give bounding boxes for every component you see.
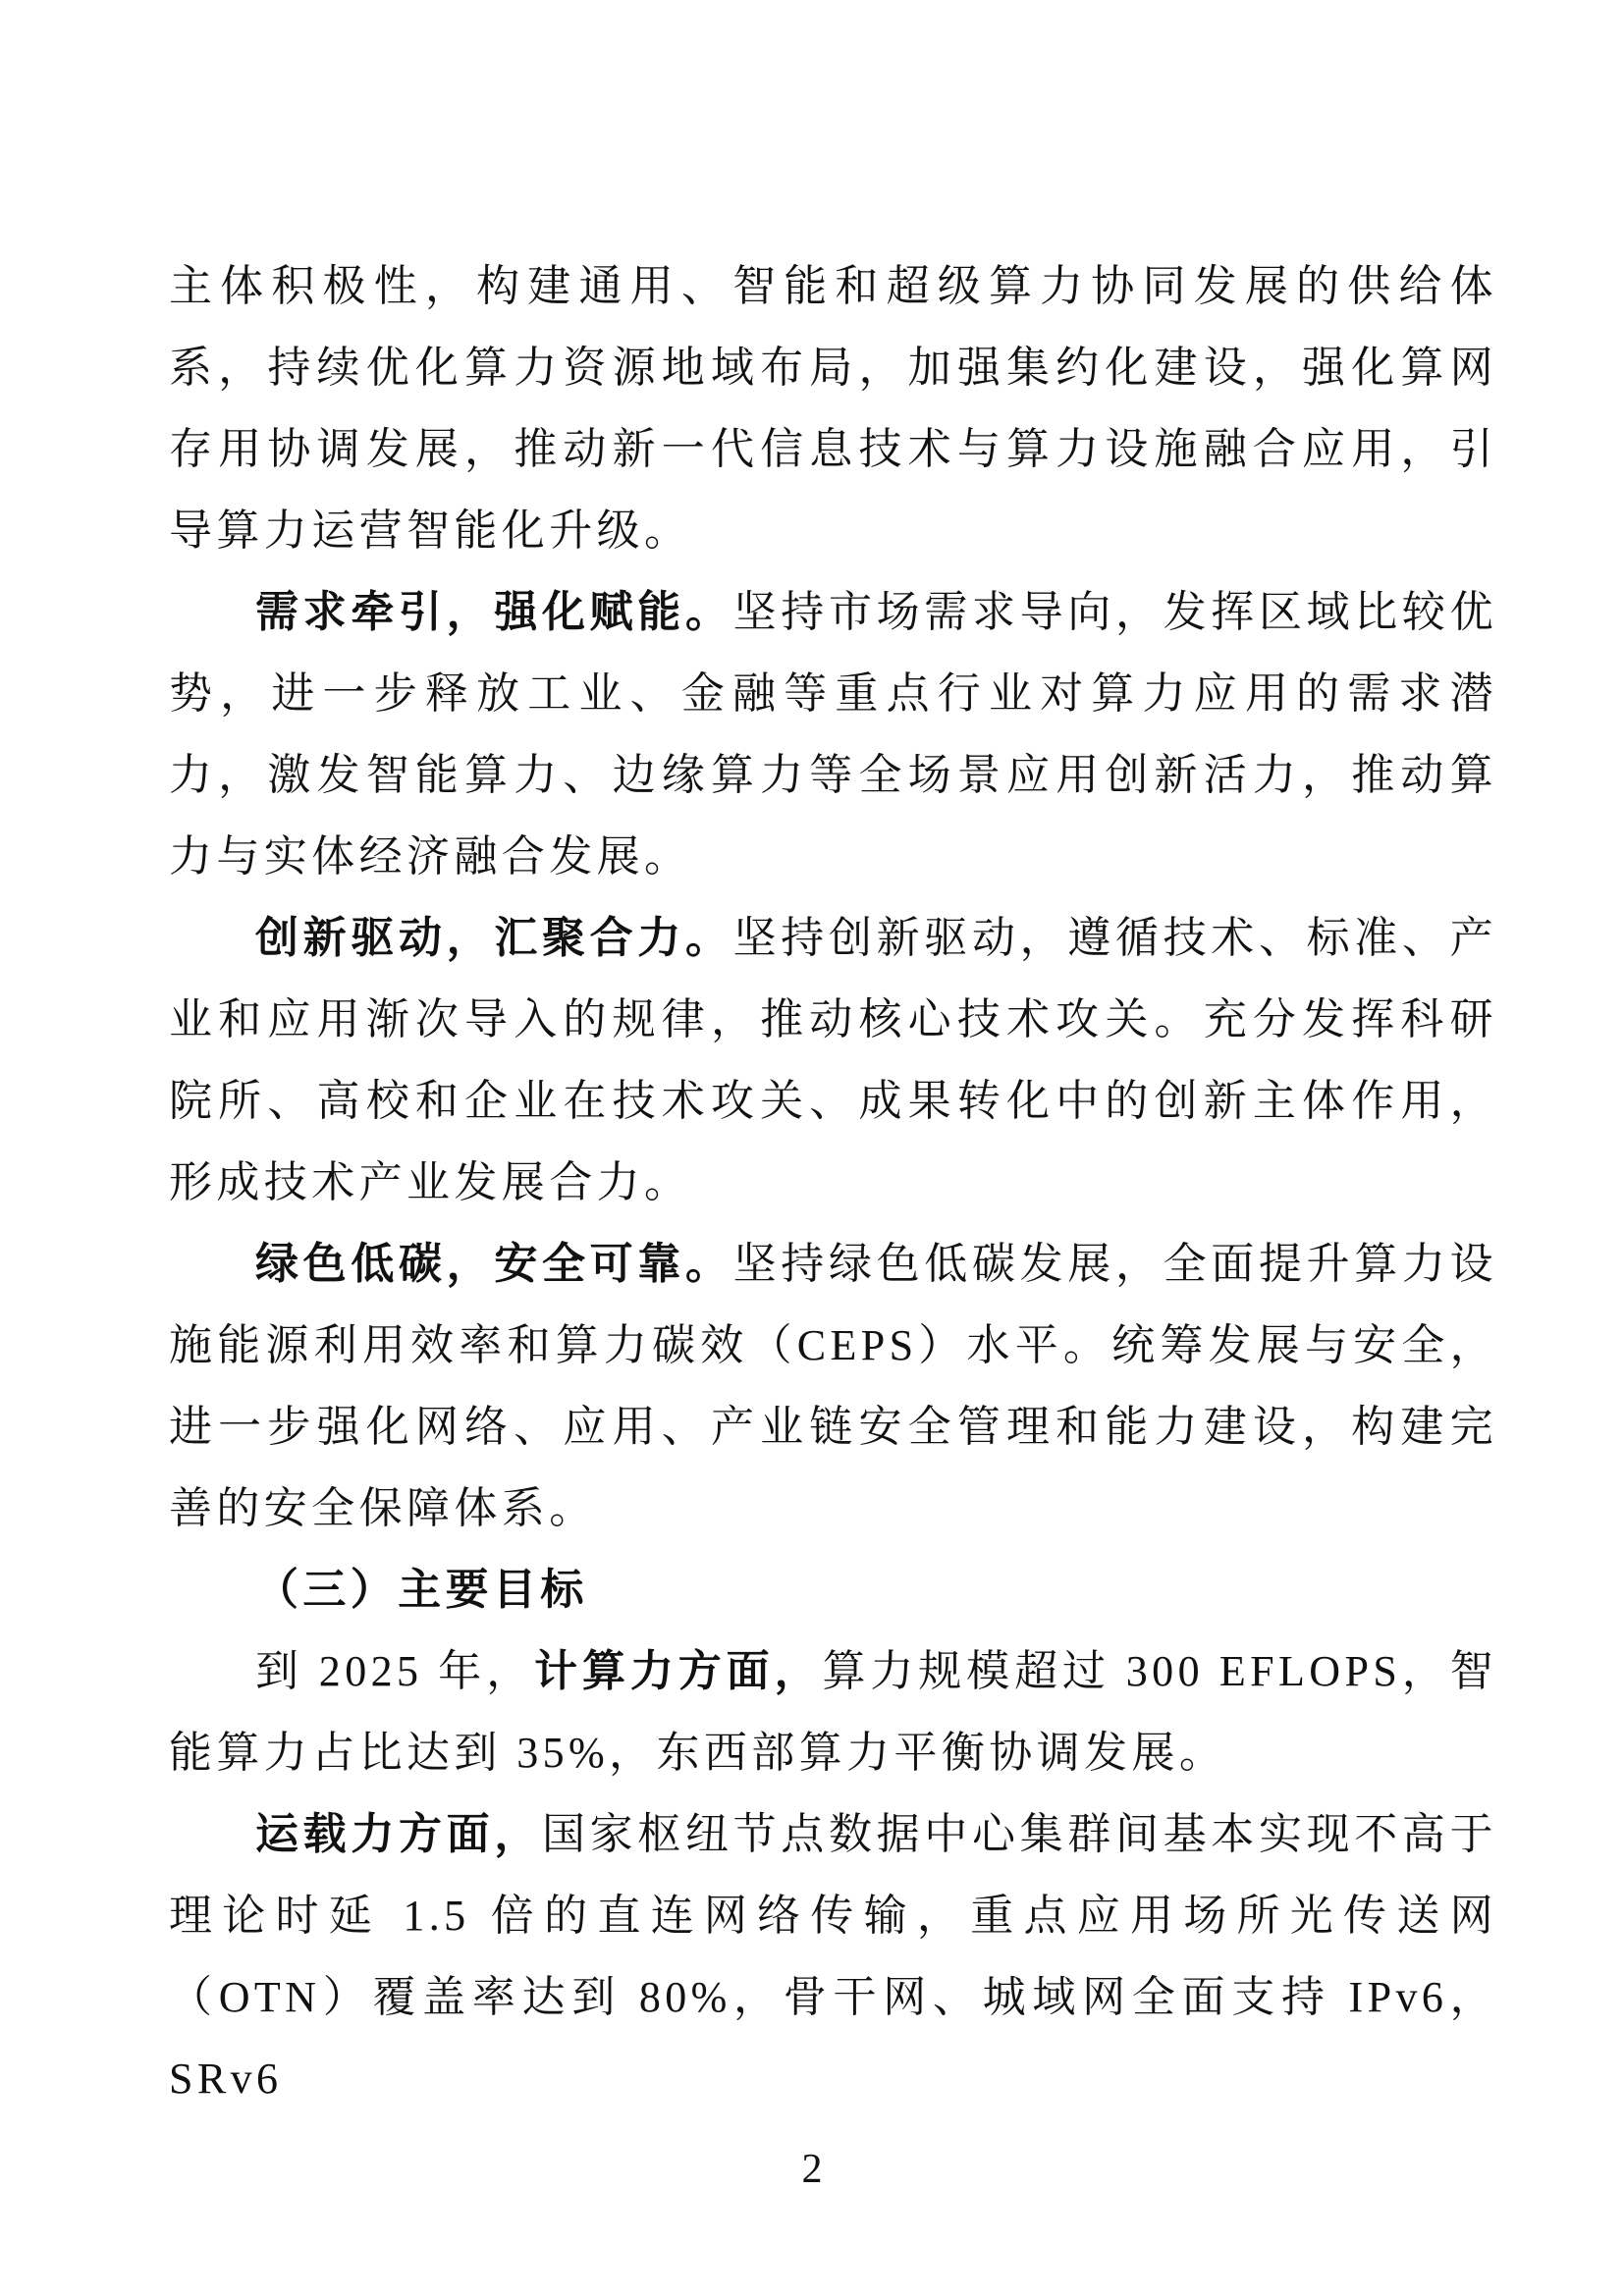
- bold-text-run: （三）主要目标: [255, 1566, 588, 1614]
- text-run: 坚持创新驱动，遵循技术、标准、产业和应用渐次导入的规律，推动核心技术攻关。充分发挥科研院所、高校和企业在技术攻关、成果转化中的创新主体作用，形成技术产业发展合力。: [169, 914, 1497, 1206]
- bold-text-run: 创新驱动，汇聚合力。: [255, 914, 733, 962]
- text-run: 主体积极性，构建通用、智能和超级算力协同发展的供给体系，持续优化算力资源地域布局，加强集约化建设，强化算网存用协调发展，推动新一代信息技术与算力设施融合应用，引导算力运营智能化升级。: [169, 262, 1497, 555]
- text-run: 算力规模超过 300 EFLOPS，智能算力占比达到 35%，东西部算力平衡协调发展。: [169, 1647, 1497, 1777]
- paragraph: [169, 897, 1497, 1223]
- text-run: 到 2025 年，: [255, 1647, 535, 1695]
- bold-text-run: 绿色低碳，安全可靠。: [255, 1240, 733, 1288]
- document-body: [169, 245, 1497, 2119]
- paragraph: [169, 1793, 1497, 2119]
- bold-text-run: 需求牵引，强化赋能。: [255, 588, 733, 636]
- page-footer: [0, 2145, 1624, 2194]
- paragraph: [169, 1630, 1497, 1793]
- text-run: 国家枢纽节点数据中心集群间基本实现不高于理论时延 1.5 倍的直连网络传输，重点应用场所光传送网（OTN）覆盖率达到 80%，骨干网、城域网全面支持 IPv6，SRv6: [169, 1810, 1497, 2103]
- paragraph: [169, 245, 1497, 571]
- text-run: 坚持市场需求导向，发挥区域比较优势，进一步释放工业、金融等重点行业对算力应用的需求潜力，激发智能算力、边缘算力等全场景应用创新活力，推动算力与实体经济融合发展。: [169, 588, 1497, 881]
- bold-text-run: 运载力方面，: [255, 1810, 542, 1858]
- page-number: 2: [801, 2147, 823, 2192]
- paragraph: [169, 1223, 1497, 1549]
- text-run: 坚持绿色低碳发展，全面提升算力设施能源利用效率和算力碳效（CEPS）水平。统筹发展与安全，进一步强化网络、应用、产业链安全管理和能力建设，构建完善的安全保障体系。: [169, 1240, 1497, 1532]
- section-heading: [169, 1549, 1497, 1630]
- bold-text-run: 计算力方面，: [534, 1647, 823, 1695]
- paragraph: [169, 571, 1497, 897]
